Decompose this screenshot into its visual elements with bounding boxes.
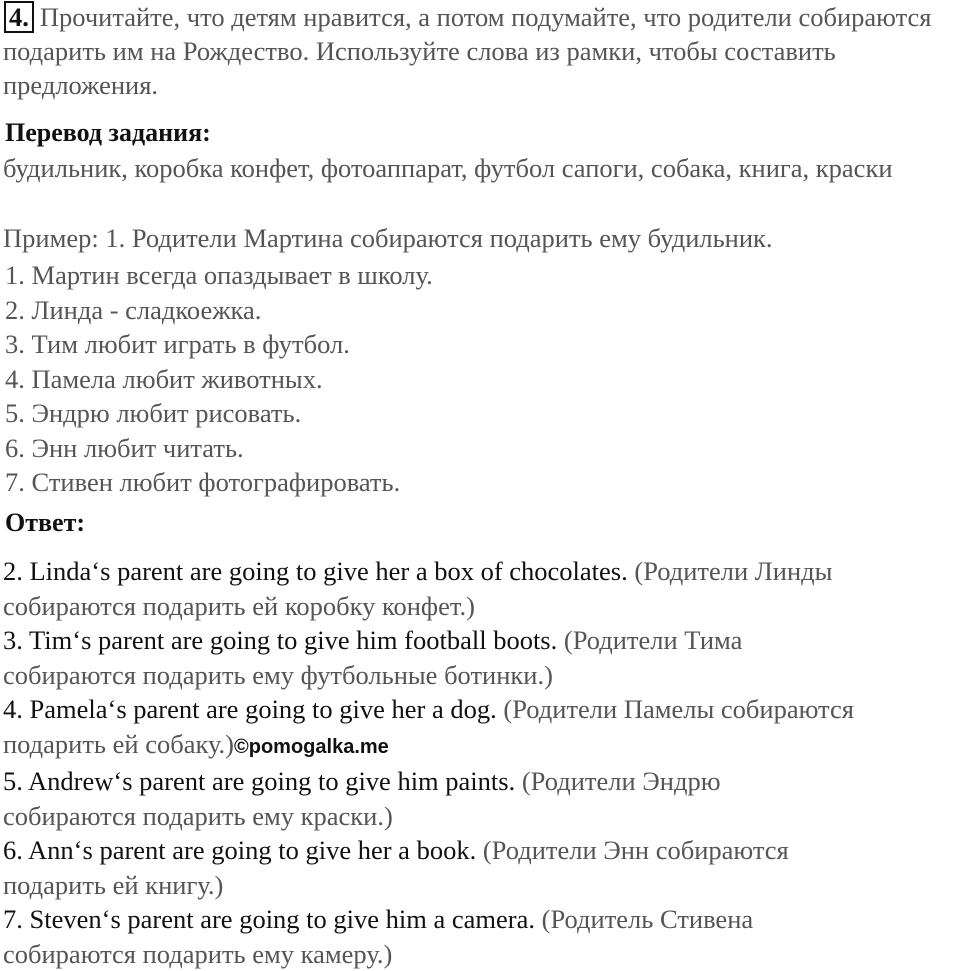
answer-line bbox=[3, 623, 960, 658]
answer-heading: Ответ: bbox=[5, 508, 85, 538]
task-number: 4. bbox=[4, 1, 34, 33]
answer-english: 3. Tim‘s parent are going to give him football boots. bbox=[3, 625, 557, 655]
list-item: 1. Мартин всегда опаздывает в школу. bbox=[5, 258, 433, 293]
answer-russian: собираются подарить ему краски.) bbox=[3, 801, 393, 831]
watermark: ©pomogalka.me bbox=[234, 736, 389, 758]
answer-russian: (Родители Памелы собираются bbox=[497, 694, 854, 724]
answer-russian: собираются подарить ему камеру.) bbox=[3, 939, 392, 969]
answer-russian: (Родитель Стивена bbox=[535, 904, 753, 934]
list-item: 2. Линда - сладкоежка. bbox=[5, 293, 433, 328]
translation-list bbox=[5, 258, 433, 500]
answer-english: 6. Ann‘s parent are going to give her a book. bbox=[3, 835, 476, 865]
answer-russian: (Родители Линды bbox=[628, 556, 833, 586]
list-item: 5. Эндрю любит рисовать. bbox=[5, 396, 433, 431]
answer-line bbox=[3, 554, 960, 589]
answer-line bbox=[3, 658, 960, 693]
list-item: 7. Стивен любит фотографировать. bbox=[5, 465, 433, 500]
answer-list bbox=[3, 554, 960, 971]
answer-line bbox=[3, 937, 960, 971]
translation-example: Пример: 1. Родители Мартина собираются подарить ему будильник. bbox=[3, 222, 773, 254]
list-item: 6. Энн любит читать. bbox=[5, 431, 433, 466]
task-statement bbox=[3, 0, 953, 102]
translation-heading: Перевод задания: bbox=[5, 118, 211, 148]
list-item: 4. Памела любит животных. bbox=[5, 362, 433, 397]
answer-line bbox=[3, 799, 960, 834]
answer-russian: (Родители Тима bbox=[557, 625, 742, 655]
task-text: Прочитайте, что детям нравится, а потом подумайте, что родители собираются подарить им на Рождество. Используйте слова из рамки, чтобы составить предложения. bbox=[3, 2, 931, 100]
answer-english: 2. Linda‘s parent are going to give her a box of chocolates. bbox=[3, 556, 628, 586]
answer-russian: (Родители Энн собираются bbox=[476, 835, 789, 865]
answer-russian: собираются подарить ей коробку конфет.) bbox=[3, 591, 475, 621]
answer-line bbox=[3, 902, 960, 937]
answer-line bbox=[3, 692, 960, 727]
list-item: 3. Тим любит играть в футбол. bbox=[5, 327, 433, 362]
answer-english: 5. Andrew‘s parent are going to give him paints. bbox=[3, 766, 515, 796]
answer-line bbox=[3, 833, 960, 868]
answer-line bbox=[3, 589, 960, 624]
answer-english: 4. Pamela‘s parent are going to give her a dog. bbox=[3, 694, 497, 724]
answer-line bbox=[3, 764, 960, 799]
answer-russian: собираются подарить ему футбольные ботинки.) bbox=[3, 660, 553, 690]
answer-russian: подарить ей собаку.) bbox=[3, 729, 234, 759]
answer-english: 7. Steven‘s parent are going to give him a camera. bbox=[3, 904, 535, 934]
answer-russian: подарить ей книгу.) bbox=[3, 870, 223, 900]
answer-line bbox=[3, 727, 960, 765]
answer-russian: (Родители Эндрю bbox=[515, 766, 720, 796]
answer-line bbox=[3, 868, 960, 903]
translation-words: будильник, коробка конфет, фотоаппарат, футбол сапоги, собака, книга, краски bbox=[3, 152, 953, 184]
